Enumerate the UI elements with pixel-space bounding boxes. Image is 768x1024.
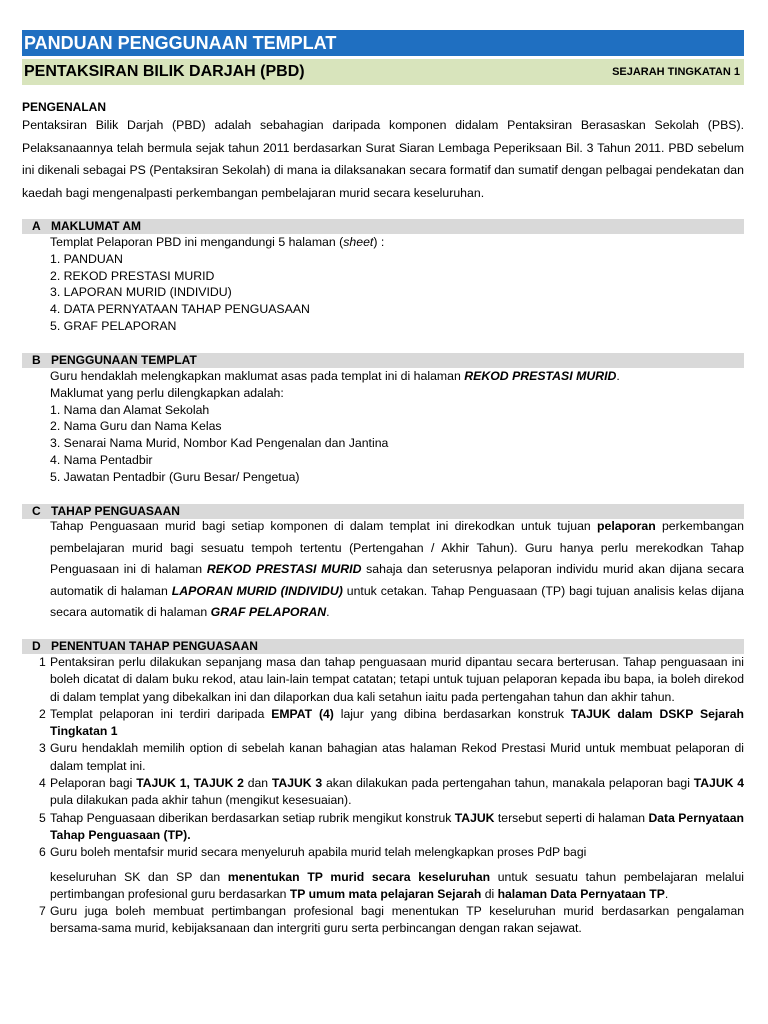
- section-letter: D: [32, 639, 41, 653]
- list-item: 3. Senarai Nama Murid, Nombor Kad Pengenalan dan Jantina: [50, 436, 389, 451]
- text-bold: TAJUK: [454, 810, 495, 825]
- item-text: Pentaksiran perlu dilakukan sepanjang masa dan tahap penguasaan murid dipantau secara berterusan. Tahap penguasaan ini boleh dicatat di dalam buku rekod, atau lain-lain tempat catatan; tetapi untuk tujuan pelaporan kepada ibu bapa, ia boleh direkod di dalam templat yang dibekalkan ini dan dilaporkan dua kali setahun iaitu pada pertengahan tahun dan akhir tahun.: [50, 655, 744, 704]
- section-b-line2: Maklumat yang perlu dilengkapkan adalah:: [50, 385, 284, 400]
- section-a-header: [22, 219, 744, 234]
- list-item: [22, 903, 744, 938]
- item-number: 7: [39, 904, 46, 919]
- section-letter: B: [32, 353, 41, 367]
- item-text: Guru boleh mentafsir murid secara menyeluruh apabila murid telah melengkapkan proses PdP bagi: [50, 845, 587, 860]
- text-bold: TAJUK dalam DSKP Sejarah Tingkatan 1: [50, 706, 744, 739]
- text-bold: REKOD PRESTASI MURID: [464, 369, 617, 383]
- list-item: 5. Jawatan Pentadbir (Guru Besar/ Pengetua): [50, 469, 300, 484]
- section-b-header: [22, 353, 744, 368]
- text-bold: REKOD PRESTASI MURID: [206, 562, 362, 576]
- text: Tahap Penguasaan diberikan berdasarkan setiap rubrik mengikut konstruk: [50, 810, 455, 825]
- text: ) :: [373, 235, 385, 249]
- text: .: [616, 369, 620, 383]
- text-bold: TAJUK 1, TAJUK 2: [136, 776, 244, 791]
- text: pula dilakukan pada akhir tahun (mengikut kesesuaian).: [50, 793, 352, 808]
- list-item: [22, 740, 744, 775]
- section-title: PENGGUNAAN TEMPLAT: [51, 353, 197, 367]
- section-d-header: [22, 639, 744, 654]
- text-bold: GRAF PELAPORAN: [210, 605, 327, 619]
- list-item: 1. Nama dan Alamat Sekolah: [50, 402, 210, 417]
- section-c-paragraph: [50, 516, 744, 624]
- list-item: 5. GRAF PELAPORAN: [50, 318, 177, 333]
- text-bold: LAPORAN MURID (INDIVIDU): [171, 583, 343, 598]
- section-letter: A: [32, 219, 41, 233]
- list-item: [22, 844, 744, 903]
- section-a-body: [50, 234, 744, 335]
- text-bold: pelaporan: [596, 519, 656, 533]
- section-title: MAKLUMAT AM: [51, 219, 141, 233]
- text: Pelaporan bagi: [50, 776, 137, 791]
- section-b-line1: [50, 368, 744, 385]
- list-item: 4. DATA PERNYATAAN TAHAP PENGUASAAN: [50, 302, 310, 317]
- text-bold: halaman Data Pernyataan TP: [497, 886, 665, 901]
- text: perkembangan pembelajaran murid bagi sesuatu tempoh tertentu (Pertengahan / Akhir Tahun). Guru hanya perlu merekodkan Tahap Penguasaan ini di halaman: [50, 519, 744, 576]
- item-text: Guru juga boleh membuat pertimbangan profesional bagi menentukan TP keseluruhan murid berdasarkan pengalaman bersama-sama murid, kebijaksanaan dan intergriti guru serta perbincangan dengan rakan sejawat.: [50, 904, 744, 936]
- subject-label: SEJARAH TINGKATAN 1: [612, 66, 740, 78]
- text-bold: EMPAT (4): [271, 706, 334, 721]
- item-number: 4: [39, 776, 46, 791]
- item-number: 5: [39, 810, 46, 825]
- text: untuk sesuatu tahun pembelajaran melalui pertimbangan profesional guru berdasarkan: [50, 869, 744, 901]
- list-item: [22, 654, 744, 706]
- page-title: PANDUAN PENGGUNAAN TEMPLAT: [22, 30, 744, 56]
- text: Templat Pelaporan PBD ini mengandungi 5 halaman (: [50, 235, 344, 249]
- text: Tahap Penguasaan murid bagi setiap komponen di dalam templat ini direkodkan untuk tujuan: [50, 519, 597, 533]
- subtitle: PENTAKSIRAN BILIK DARJAH (PBD): [24, 63, 305, 80]
- section-a-intro: [50, 234, 744, 251]
- item-number: 3: [39, 741, 46, 756]
- list-item: 2. Nama Guru dan Nama Kelas: [50, 419, 222, 434]
- text: akan dilakukan pada pertengahan tahun, manakala pelaporan bagi: [322, 776, 694, 791]
- list-item: [22, 706, 744, 741]
- text-bold: TP umum mata pelajaran Sejarah: [289, 886, 482, 901]
- section-title: PENENTUAN TAHAP PENGUASAAN: [51, 639, 258, 653]
- list-item: 4. Nama Pentadbir: [50, 452, 153, 467]
- list-item: 1. PANDUAN: [50, 251, 123, 266]
- intro-paragraph: Pentaksiran Bilik Darjah (PBD) adalah sebahagian daripada komponen didalam Pentaksiran Berasaskan Sekolah (PBS). Pelaksanaannya telah bermula sejak tahun 2011 berdasarkan Surat Siaran Lembaga Peperiksaan Bil. 3 Tahun 2011. PBD sebelum ini dikenali sebagai PS (Pentaksiran Sekolah) di mana ia dilaksanakan secara formatif dan sumatif dengan pelbagai pendekatan dan kaedah bagi mengenalpasti perkembangan pembelajaran murid secara keseluruhan.: [22, 118, 744, 200]
- text-bold: Data Pernyataan Tahap Penguasaan (TP).: [50, 810, 745, 842]
- text-italic: sheet: [343, 235, 374, 249]
- list-item: [22, 775, 744, 810]
- list-item: 2. REKOD PRESTASI MURID: [50, 268, 215, 283]
- text-bold: TAJUK 3: [271, 776, 323, 791]
- text: dan: [243, 776, 272, 791]
- section-b-body: [50, 368, 744, 486]
- text: Guru hendaklah melengkapkan maklumat asas pada templat ini di halaman: [50, 369, 465, 383]
- text: tersebut seperti di halaman: [494, 810, 649, 825]
- list-item: [22, 810, 744, 845]
- item-text-continued: [50, 869, 744, 904]
- item-text: Guru hendaklah memilih option di sebelah kanan bahagian atas halaman Rekod Prestasi Murid untuk membuat pelaporan di dalam templat ini.: [50, 741, 744, 773]
- text: di: [481, 886, 498, 901]
- text: lajur yang dibina berdasarkan konstruk: [333, 706, 571, 721]
- text: .: [664, 886, 669, 901]
- text-bold: menentukan TP murid secara keseluruhan: [227, 869, 491, 884]
- text: untuk cetakan. Tahap Penguasaan (TP) bagi tujuan analisis kelas dijana secara automatik di halaman: [50, 583, 744, 619]
- item-number: 1: [39, 655, 46, 669]
- item-number: 2: [39, 706, 46, 721]
- text: .: [326, 605, 330, 619]
- section-title: TAHAP PENGUASAAN: [51, 504, 180, 518]
- list-item: 3. LAPORAN MURID (INDIVIDU): [50, 285, 232, 300]
- subtitle-bar: [22, 59, 744, 85]
- text: Templat pelaporan ini terdiri daripada: [50, 706, 272, 721]
- intro-heading: PENGENALAN: [22, 100, 107, 114]
- text: keseluruhan SK dan SP dan: [50, 869, 228, 884]
- section-letter: C: [32, 504, 41, 518]
- section-d-list: [22, 654, 744, 938]
- text-bold: TAJUK 4: [693, 776, 745, 791]
- item-number: 6: [39, 845, 46, 860]
- text: sahaja dan seterusnya pelaporan individu murid akan dijana secara automatik di halaman: [50, 562, 744, 598]
